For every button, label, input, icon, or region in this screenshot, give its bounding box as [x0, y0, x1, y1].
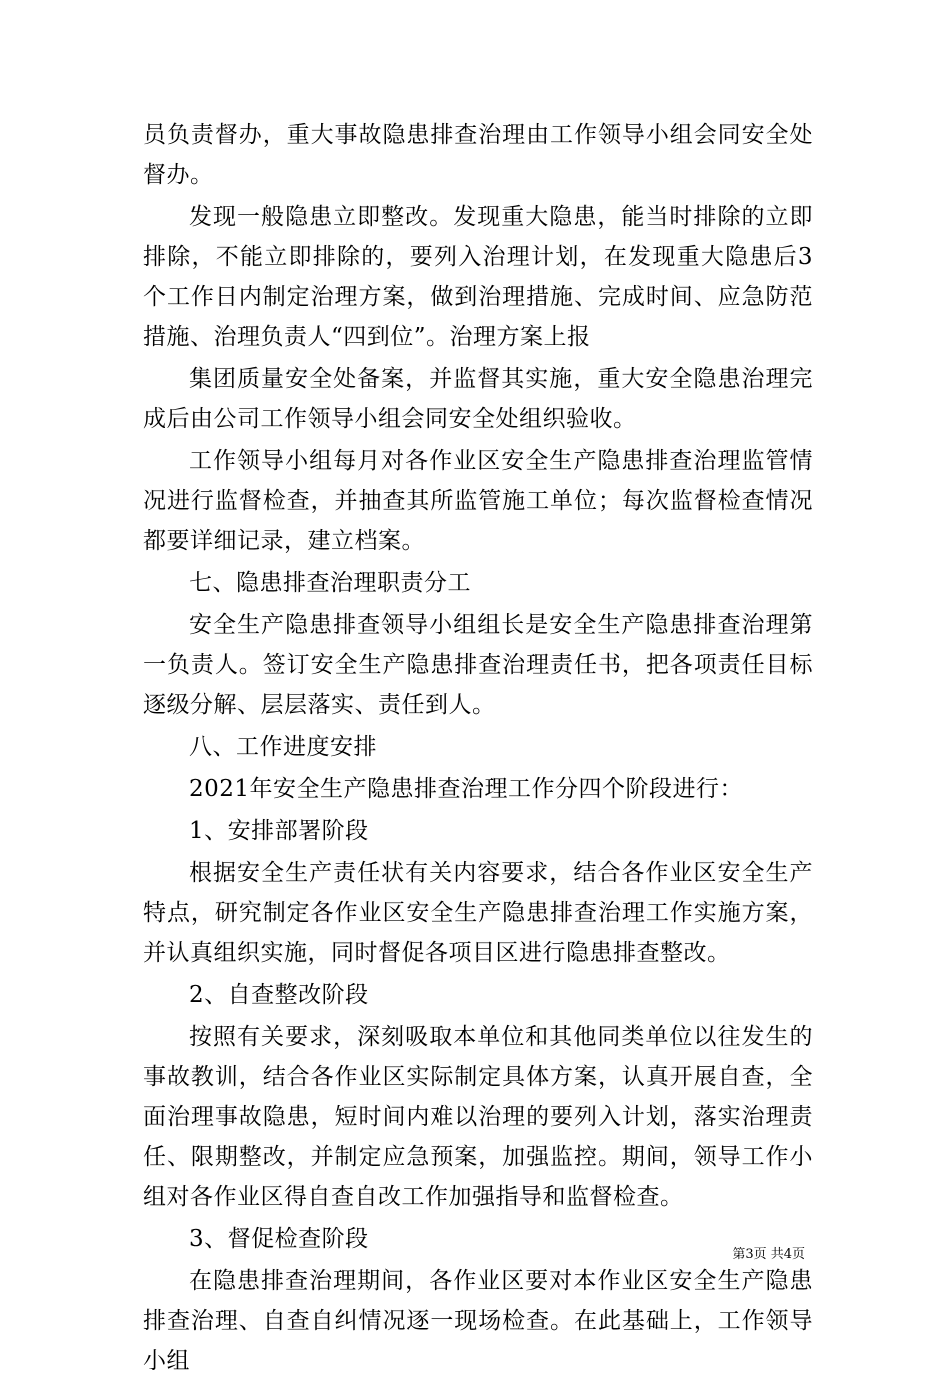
paragraph: 在隐患排查治理期间，各作业区要对本作业区安全生产隐患排查治理、自查自纠情况逐一现场检查。在此基础上，工作领导小组: [143, 1268, 813, 1374]
section-heading: 八、工作进度安排: [189, 734, 377, 760]
subsection-heading: 2、自查整改阶段: [189, 982, 369, 1008]
document-body: [143, 115, 813, 1381]
page-number: 第3页 共4页: [732, 1247, 805, 1262]
paragraph: 根据安全生产责任状有关内容要求，结合各作业区安全生产特点，研究制定各作业区安全生产隐患排查治理工作实施方案，并认真组织实施，同时督促各项目区进行隐患排查整改。: [143, 860, 813, 966]
paragraph: 集团质量安全处备案，并监督其实施，重大安全隐患治理完成后由公司工作领导小组会同安全处组织验收。: [143, 366, 813, 432]
subsection-heading: 3、督促检查阶段: [189, 1226, 369, 1252]
paragraph: 发现一般隐患立即整改。发现重大隐患，能当时排除的立即排除，不能立即排除的，要列入治理计划，在发现重大隐患后3个工作日内制定治理方案，做到治理措施、完成时间、应急防范措施、治理负责人“四到位”。治理方案上报: [143, 204, 813, 350]
paragraph: 安全生产隐患排查领导小组组长是安全生产隐患排查治理第一负责人。签订安全生产隐患排查治理责任书，把各项责任目标逐级分解、层层落实、责任到人。: [143, 612, 813, 718]
paragraph: 工作领导小组每月对各作业区安全生产隐患排查治理监管情况进行监督检查，并抽查其所监管施工单位；每次监督检查情况都要详细记录，建立档案。: [143, 448, 813, 554]
paragraph-continued: 员负责督办，重大事故隐患排查治理由工作领导小组会同安全处督办。: [143, 122, 813, 188]
subsection-heading: 1、安排部署阶段: [189, 818, 369, 844]
paragraph: 2021年安全生产隐患排查治理工作分四个阶段进行：: [189, 776, 744, 802]
section-heading: 七、隐患排查治理职责分工: [189, 570, 471, 596]
paragraph: 按照有关要求，深刻吸取本单位和其他同类单位以往发生的事故教训，结合各作业区实际制定具体方案，认真开展自查，全面治理事故隐患，短时间内难以治理的要列入计划，落实治理责任、限期整改，并制定应急预案，加强监控。期间，领导工作小组对各作业区得自查自改工作加强指导和监督检查。: [143, 1024, 813, 1210]
